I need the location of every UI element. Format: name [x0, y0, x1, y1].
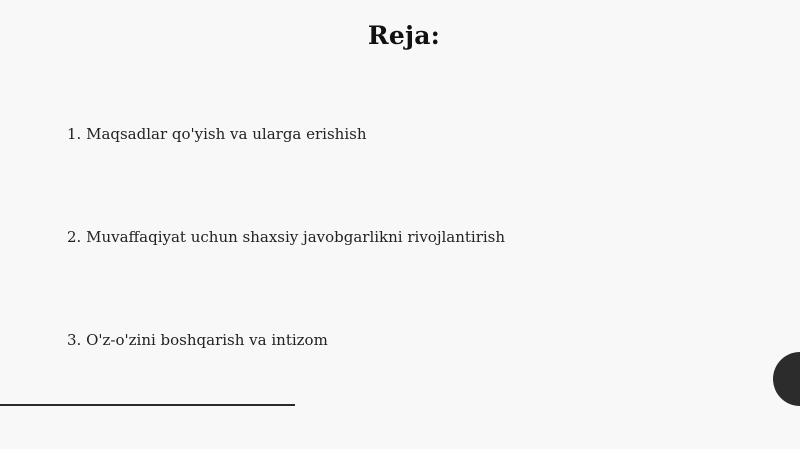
plan-item-2: 2. Muvaffaqiyat uchun shaxsiy javobgarlikni rivojlantirish — [67, 228, 506, 246]
plan-item-1: 1. Maqsadlar qo'yish va ularga erishish — [67, 125, 367, 143]
footer-divider-line — [0, 404, 295, 406]
decorative-circle — [773, 352, 800, 406]
slide-title: Reja: — [367, 21, 441, 50]
plan-item-3: 3. O'z-o'zini boshqarish va intizom — [67, 331, 328, 349]
